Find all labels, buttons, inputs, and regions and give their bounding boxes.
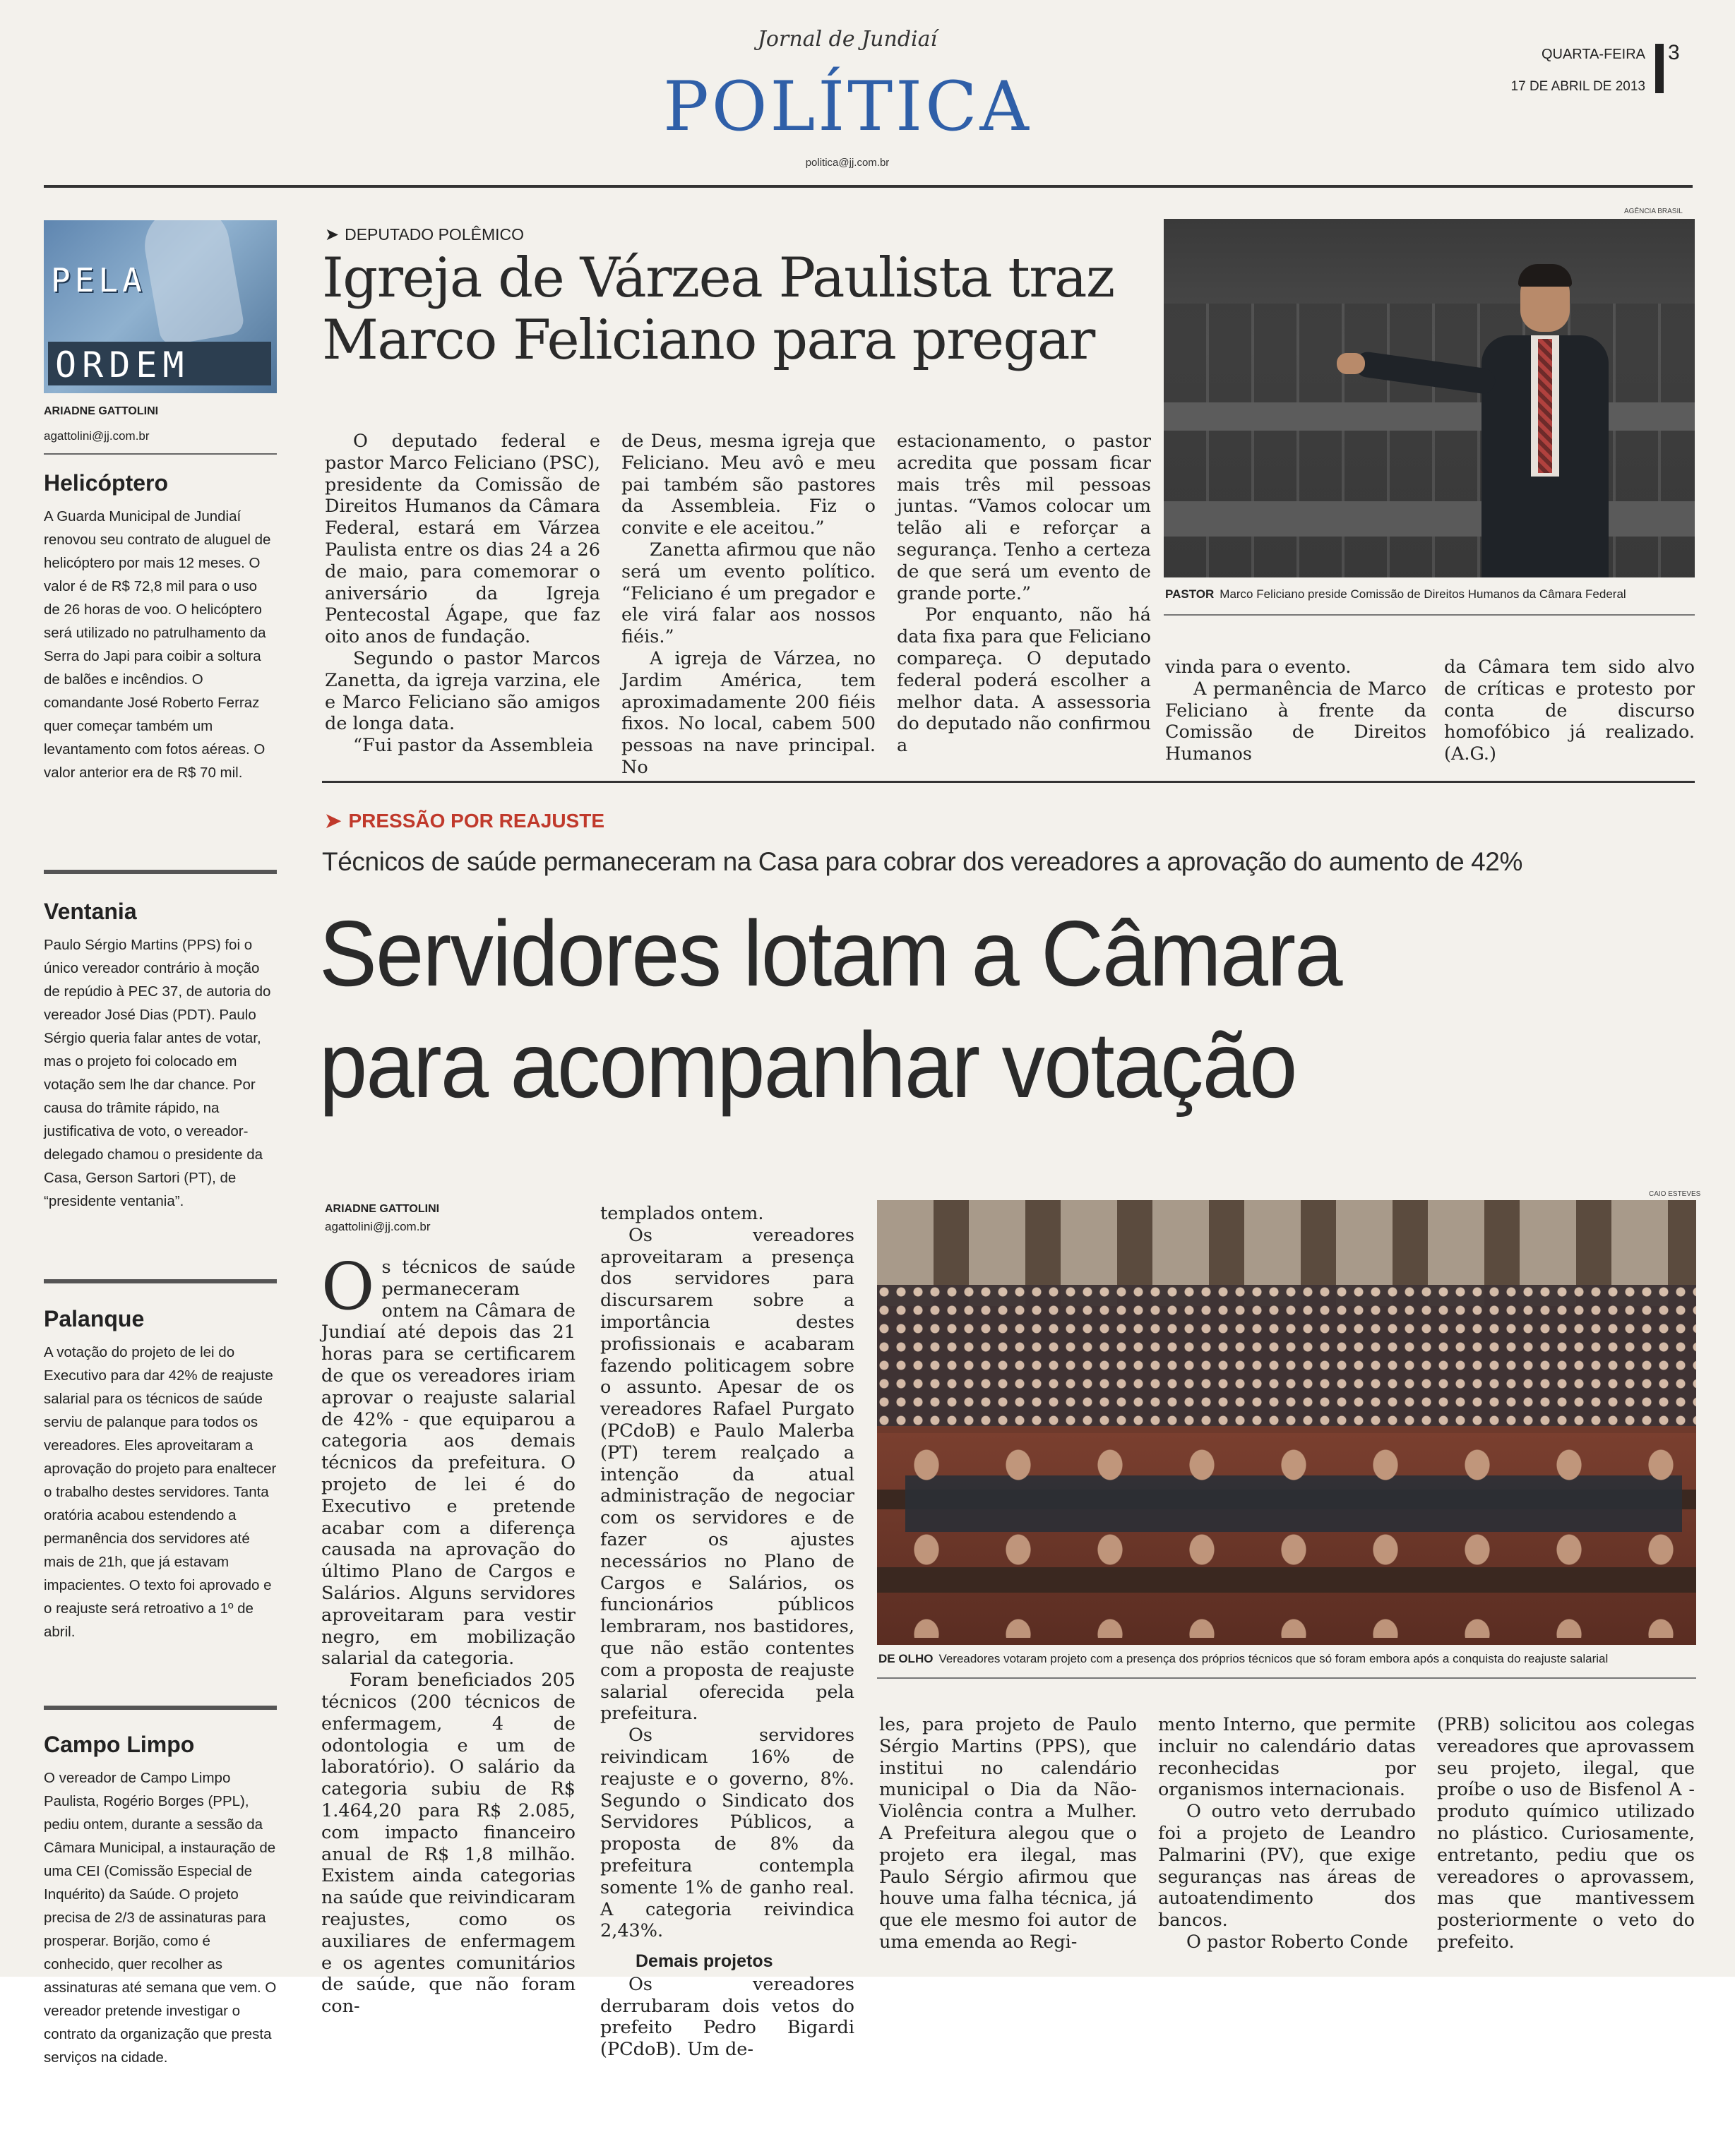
sidebar-rule-3 bbox=[44, 1706, 277, 1710]
paragraph: O pastor Roberto Conde bbox=[1186, 1931, 1409, 1953]
sidebar-rule-0 bbox=[44, 453, 277, 455]
article2-author: ARIADNE GATTOLINI bbox=[325, 1203, 440, 1215]
logo-bottom: ORDEM bbox=[55, 345, 190, 385]
note-title: Palanque bbox=[44, 1306, 145, 1331]
weekday: QUARTA-FEIRA bbox=[1541, 47, 1645, 62]
speaker-hand bbox=[1337, 353, 1365, 374]
article1-caption bbox=[1165, 587, 1626, 601]
note-ventania bbox=[44, 900, 277, 1213]
caption-rule bbox=[1164, 614, 1695, 616]
article2-caption bbox=[878, 1652, 1608, 1666]
article2-subhead: Técnicos de saúde permaneceram na Casa para cobrar dos vereadores a aprovação do aumento de 42% bbox=[322, 847, 1522, 876]
sidebar-rule-2 bbox=[44, 1279, 277, 1283]
headline-line: para acompanhar votação bbox=[319, 1013, 1296, 1117]
paragraph: de Deus, mesma igreja que Feliciano. Meu avô e meu pai também são pastores da Assembleia. Fiz o convite e ele aceitou.” bbox=[621, 431, 876, 539]
article2-col2 bbox=[600, 1203, 854, 2061]
article2-col3 bbox=[879, 1714, 1137, 1953]
note-title: Helicóptero bbox=[44, 470, 169, 496]
article2-author-email: agattolini@jj.com.br bbox=[325, 1220, 431, 1233]
article1-photo-credit: AGÊNCIA BRASIL bbox=[1624, 208, 1683, 215]
headline-line: Servidores lotam a Câmara bbox=[319, 902, 1342, 1005]
article1-headline bbox=[322, 247, 1141, 371]
note-body: O vereador de Campo Limpo Paulista, Rogério Borges (PPL), pediu ontem, durante a sessão da Câmara Municipal, a instauração de uma CEI (Comissão Especial de Inquérito) da Saúde. O projeto precisa de 2/3 de assinaturas para prosperar. Borjão, como é conhecido, quer recolher as assinaturas até semana que vem. O vereador pretende investigar o contrato da organização que presta serviços na cidade. bbox=[44, 1770, 277, 2066]
article1-kicker bbox=[325, 224, 524, 245]
paragraph: Os vereadores derrubaram dois vetos do prefeito Pedro Bigardi (PCdoB). Um de- bbox=[600, 1973, 854, 2061]
paragraph: (PRB) solicitou aos colegas vereadores que aprovassem seu projeto, ilegal, que proíbe o uso de Bisfenol A - produto químico utilizado no plástico. Curiosamente, entretanto, pediu que os vereadores o aprovassem, mas que mantivessem posteriormente o veto do prefeito. bbox=[1437, 1714, 1695, 1953]
lead-text: s técnicos de saúde permaneceram ontem na Câmara de Jundiaí até depois das 21 horas para se certificarem de que os vereadores iriam aprovar o reajuste salarial de 42% - que equiparou a categoria aos demais técnicos da prefeitura. O projeto de lei é do Executivo e pretende acabar com a diferença causada na aprovação do último Plano de Cargos e Salários. Alguns servidores aproveitaram para vestir negro, em mobilização salarial da categoria. bbox=[321, 1257, 576, 1670]
paragraph: Foram beneficiados 205 técnicos (200 técnicos de enfermagem, 4 de odontologia e um de laboratório). O salário da categoria subiu de R$ 1.464,20 para R$ 2.085, com impacto financeiro anual de R$ 1,8 milhão. Existem ainda categorias na saúde que reivindicaram reajustes, como os auxiliares de enfermagem e os agentes comunitários de saúde, que não foram con- bbox=[321, 1670, 576, 2018]
paragraph: A permanência de Marco Feliciano à frente da Comissão de Direitos Humanos bbox=[1165, 678, 1426, 765]
logo-top: PELA bbox=[51, 261, 146, 299]
caption-rule bbox=[877, 1677, 1696, 1679]
article2-col1 bbox=[321, 1249, 576, 2018]
article1-col1 bbox=[325, 431, 600, 757]
headline-line: Marco Feliciano para pregar bbox=[322, 309, 1095, 372]
paragraph: les, para projeto de Paulo Sérgio Martins (PPS), que institui no calendário municipal o Dia da Não-Violência contra a Mulher. A Prefeitura alegou que o projeto era ilegal, mas Paulo Sérgio afirmou que houve uma falha técnica, já que ele mesmo foi autor de uma emenda ao Regi- bbox=[879, 1714, 1137, 1953]
section-title: POLÍTICA bbox=[663, 67, 1032, 146]
kicker-text: DEPUTADO POLÊMICO bbox=[345, 225, 524, 244]
note-palanque bbox=[44, 1307, 277, 1643]
paragraph: Por enquanto, não há data fixa para que Feliciano compareça. O deputado federal poderá escolher a melhor data. A assessoria do deputado não confirmou a bbox=[897, 604, 1151, 757]
sidebar-author: ARIADNE GATTOLINI bbox=[44, 405, 159, 417]
councillors bbox=[905, 1447, 1682, 1638]
article1-col4 bbox=[1165, 657, 1426, 765]
paragraph: A igreja de Várzea, no Jardim América, tem aproximadamente 200 fiéis fixos. No local, cabem 500 pessoas na nave principal. No bbox=[621, 647, 876, 778]
paragraph: Os servidores reivindicam 16% de reajuste e o governo, 8%. Segundo o Sindicato dos Servidores Públicos, a proposta de 8% da prefeitura contempla somente 1% de ganho real. A categoria reivindica 2,43%. bbox=[600, 1725, 854, 1942]
article2-col5 bbox=[1437, 1714, 1695, 1953]
paragraph: O deputado federal e pastor Marco Feliciano (PSC), presidente da Comissão de Direitos Humanos da Câmara Federal, estará em Várzea Paulista entre os dias 24 a 26 de maio, para comemorar o aniversário da Igreja Pentecostal Ágape, que faz oito anos de fundação. bbox=[325, 431, 600, 648]
speaker-hair bbox=[1518, 264, 1572, 287]
note-campo-limpo bbox=[44, 1733, 277, 2069]
newspaper-name: Jornal de Jundiaí bbox=[757, 27, 938, 52]
lead-paragraph bbox=[321, 1249, 576, 1670]
paragraph: Segundo o pastor Marcos Zanetta, da igreja varzina, ele e Marco Feliciano são amigos de longa data. bbox=[325, 647, 600, 735]
speaker-tie bbox=[1538, 339, 1552, 473]
note-body: A Guarda Municipal de Jundiaí renovou seu contrato de aluguel de helicóptero por mais 12 meses. O valor é de R$ 72,8 mil para o uso de 26 horas de voo. O helicóptero será utilizado no patrulhamento da Serra do Japi para coibir a soltura de balões e incêndios. O comandante José Roberto Ferraz quer começar também um levantamento com fotos aéreas. O valor anterior era de R$ 70 mil. bbox=[44, 508, 271, 781]
paragraph: Os vereadores aproveitaram a presença dos servidores para discursarem sobre a importância destes profissionais e acabaram fazendo politicagem sobre o assunto. Apesar de os vereadores Rafael Purgato (PCdoB) e Paulo Malerba (PT) terem realçado a intenção da atual administração de negociar com os servidores e de fazer os ajustes necessários no Plano de Cargos e Salários, os funcionários públicos lembraram, nos bastidores, que não estão contentes com a proposta de reajuste salarial oferecida pela prefeitura. bbox=[600, 1224, 854, 1725]
article2-col4 bbox=[1158, 1714, 1416, 1953]
article2-headline bbox=[319, 898, 1703, 1121]
article2-photo bbox=[877, 1200, 1696, 1645]
note-title: Campo Limpo bbox=[44, 1732, 195, 1757]
column-logo bbox=[44, 220, 277, 393]
note-body: A votação do projeto de lei do Executivo para dar 42% de reajuste salarial para os técnicos de saúde serviu de palanque para todos os vereadores. Eles aproveitaram a aprovação do projeto para enaltecer o trabalho destes servidores. Tanta oratória acabou estendendo a permanência dos servidores até mais de 21h, que já estavam impacientes. O texto foi aprovado e o reajuste será retroativo a 1º de abril. bbox=[44, 1344, 277, 1640]
arrow-icon: ➤ bbox=[325, 225, 340, 244]
page-number-bar bbox=[1655, 44, 1664, 93]
kicker-text: PRESSÃO POR REAJUSTE bbox=[348, 810, 604, 832]
paragraph: mento Interno, que permite incluir no calendário datas reconhecidas por organismos internacionais. bbox=[1158, 1714, 1416, 1801]
paragraph: vinda para o evento. bbox=[1165, 657, 1352, 678]
speaker-figure bbox=[1460, 268, 1623, 577]
article2-kicker bbox=[325, 809, 604, 832]
article1-col3 bbox=[897, 431, 1151, 757]
caption-label: PASTOR bbox=[1165, 587, 1215, 601]
arrow-icon: ➤ bbox=[325, 810, 342, 832]
headline-line: Igreja de Várzea Paulista traz bbox=[322, 246, 1114, 310]
paragraph: templados ontem. bbox=[600, 1203, 764, 1224]
note-body: Paulo Sérgio Martins (PPS) foi o único vereador contrário à moção de repúdio à PEC 37, de autoria do vereador José Dias (PDT). Paulo Sérgio queria falar antes de votar, mas o projeto foi colocado em votação sem lhe dar chance. Por causa do trâmite rápido, na justificativa de voto, o vereador-delegado chamou o presidente da Casa, Gerson Sartori (PT), de “presidente ventania”. bbox=[44, 937, 271, 1209]
paragraph: estacionamento, o pastor acredita que possam ficar mais três mil pessoas juntas. “Vamos colocar um telão ali e reforçar a segurança. Tenho a certeza de que será um evento de grande porte.” bbox=[897, 431, 1151, 604]
article-divider bbox=[322, 781, 1695, 783]
page-number: 3 bbox=[1668, 41, 1680, 64]
article1-photo bbox=[1164, 219, 1695, 577]
masthead-rule bbox=[44, 185, 1693, 188]
hand-illustration bbox=[138, 220, 245, 347]
audience-gallery bbox=[877, 1285, 1696, 1426]
paragraph: “Fui pastor da Assembleia bbox=[353, 735, 594, 757]
subsection-heading: Demais projetos bbox=[636, 1951, 773, 1972]
paragraph: O outro veto derrubado foi a projeto de Leandro Palmarini (PV), que exige seguranças nas áreas de autoatendimento dos bancos. bbox=[1158, 1801, 1416, 1932]
caption-label: DE OLHO bbox=[878, 1652, 934, 1665]
article1-col2 bbox=[621, 431, 876, 779]
sidebar-rule-1 bbox=[44, 870, 277, 874]
article2-photo-credit: CAIO ESTEVES bbox=[1649, 1190, 1701, 1198]
caption-text: Marco Feliciano preside Comissão de Direitos Humanos da Câmara Federal bbox=[1220, 587, 1626, 601]
caption-text: Vereadores votaram projeto com a presença dos próprios técnicos que só foram embora após a conquista do reajuste salarial bbox=[938, 1652, 1609, 1665]
date: 17 DE ABRIL DE 2013 bbox=[1510, 79, 1645, 94]
sidebar-author-email: agattolini@jj.com.br bbox=[44, 429, 150, 443]
paragraph: da Câmara tem sido alvo de críticas e protesto por conta de discurso homofóbico já realizado. (A.G.) bbox=[1444, 657, 1695, 765]
paragraph: Zanetta afirmou que não será um evento político. “Feliciano é um pregador e ele virá falar aos nossos fiéis.” bbox=[621, 539, 876, 648]
note-title: Ventania bbox=[44, 899, 137, 924]
drop-cap: O bbox=[321, 1249, 375, 1324]
section-email: politica@jj.com.br bbox=[805, 157, 890, 169]
note-helicoptero bbox=[44, 472, 277, 784]
article1-col5 bbox=[1444, 657, 1695, 765]
